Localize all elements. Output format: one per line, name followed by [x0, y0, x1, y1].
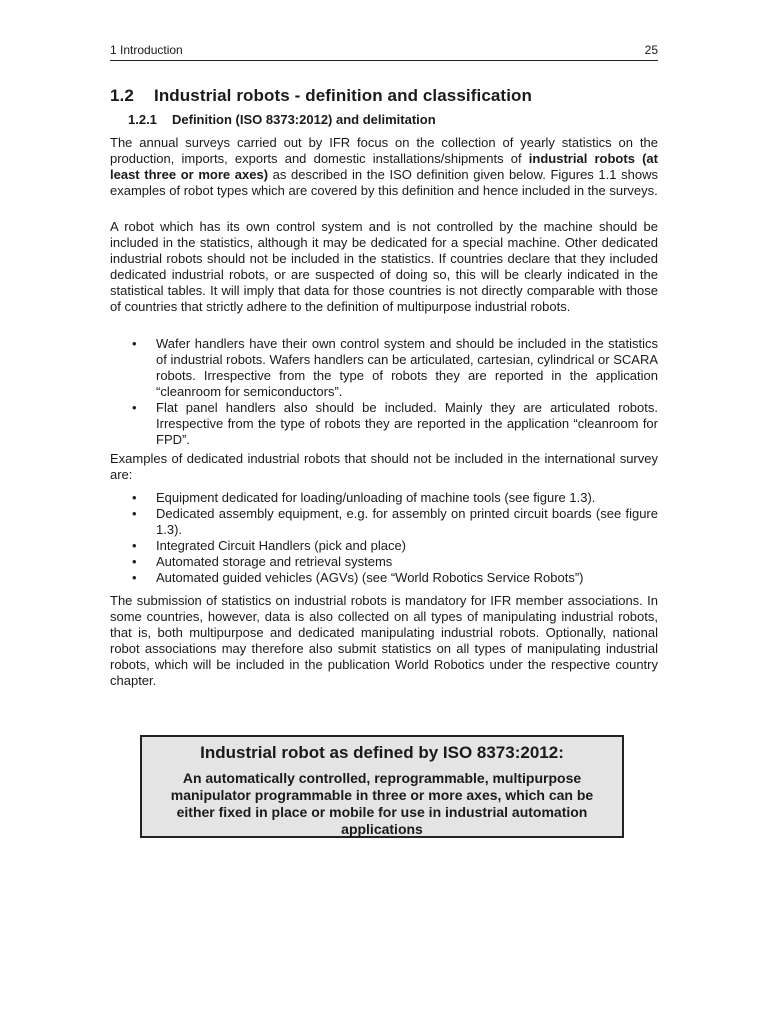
section-heading: [110, 86, 532, 106]
definition-box-body: An automatically controlled, reprogrammable, multipurpose manipulator programmable in three or more axes, which can be either fixed in place or mobile for use in industrial automation applications: [170, 770, 594, 837]
list-item: • Wafer handlers have their own control system and should be included in the statistics of industrial robots. Wafers handlers can be articulated, cartesian, cylindrical or SCARA robots. Irrespective from the type of robots they are reported in the application “cleanroom for semiconductors”.: [110, 336, 658, 400]
paragraph-intro-text-1: The annual surveys carried out by IFR focus on the collection of yearly statistics on the production, imports, exports and domestic installations/shipments of: [110, 135, 658, 166]
section-number: 1.2: [110, 86, 134, 105]
subsection-title: Definition (ISO 8373:2012) and delimitation: [172, 112, 436, 127]
list-item: • Equipment dedicated for loading/unloading of machine tools (see figure 1.3).: [110, 490, 658, 506]
page-number: 25: [644, 43, 658, 57]
list-item: • Automated storage and retrieval systems: [110, 554, 658, 570]
subsection-heading: [128, 112, 436, 127]
paragraph-intro-emphasis: industrial robots (at least three or more axes): [110, 151, 658, 182]
paragraph-examples: Examples of dedicated industrial robots that should not be included in the international survey are:: [110, 451, 658, 482]
list-item: • Dedicated assembly equipment, e.g. for assembly on printed circuit boards (see figure 1.3).: [110, 506, 658, 538]
paragraph-intro: [110, 135, 658, 199]
excluded-robots-list: [110, 490, 658, 586]
running-header: [110, 42, 658, 61]
included-robots-list: [110, 336, 658, 448]
paragraph-control-system: A robot which has its own control system and is not controlled by the machine should be included in the statistics, although it may be dedicated for a special machine. Other dedicated industrial robots should not be included in the statistics. If countries declare that they included dedicated industrial robots, or are suspected of doing so, this will be clearly indicated in the statistical tables. It will imply that data for those countries is not directly comparable with those of countries that strictly adhere to the definition of multipurpose industrial robots.: [110, 219, 658, 314]
list-item: • Integrated Circuit Handlers (pick and place): [110, 538, 658, 554]
paragraph-submission: The submission of statistics on industrial robots is mandatory for IFR member associations. In some countries, however, data is also collected on all types of manipulating industrial robots, that is, both multipurpose and dedicated manipulating industrial robots. Optionally, national robot associations may therefore also submit statistics on all types of manipulating industrial robots, which will be included in the publication World Robotics under the respective country chapter.: [110, 593, 658, 688]
subsection-number: 1.2.1: [128, 112, 157, 127]
definition-box-title: Industrial robot as defined by ISO 8373:2012:: [200, 743, 564, 762]
list-item: • Flat panel handlers also should be included. Mainly they are articulated robots. Irrespective from the type of robots they are reported in the application “cleanroom for FPD”.: [110, 400, 658, 448]
section-title: Industrial robots - definition and classification: [154, 86, 532, 105]
chapter-label: 1 Introduction: [110, 43, 183, 57]
list-item: • Automated guided vehicles (AGVs) (see “World Robotics Service Robots”): [110, 570, 658, 586]
paragraph-intro-text-2: as described in the ISO definition given below. Figures 1.1 shows examples of robot types which are covered by this definition and hence included in the surveys.: [110, 167, 658, 198]
iso-definition-box: [140, 735, 624, 838]
